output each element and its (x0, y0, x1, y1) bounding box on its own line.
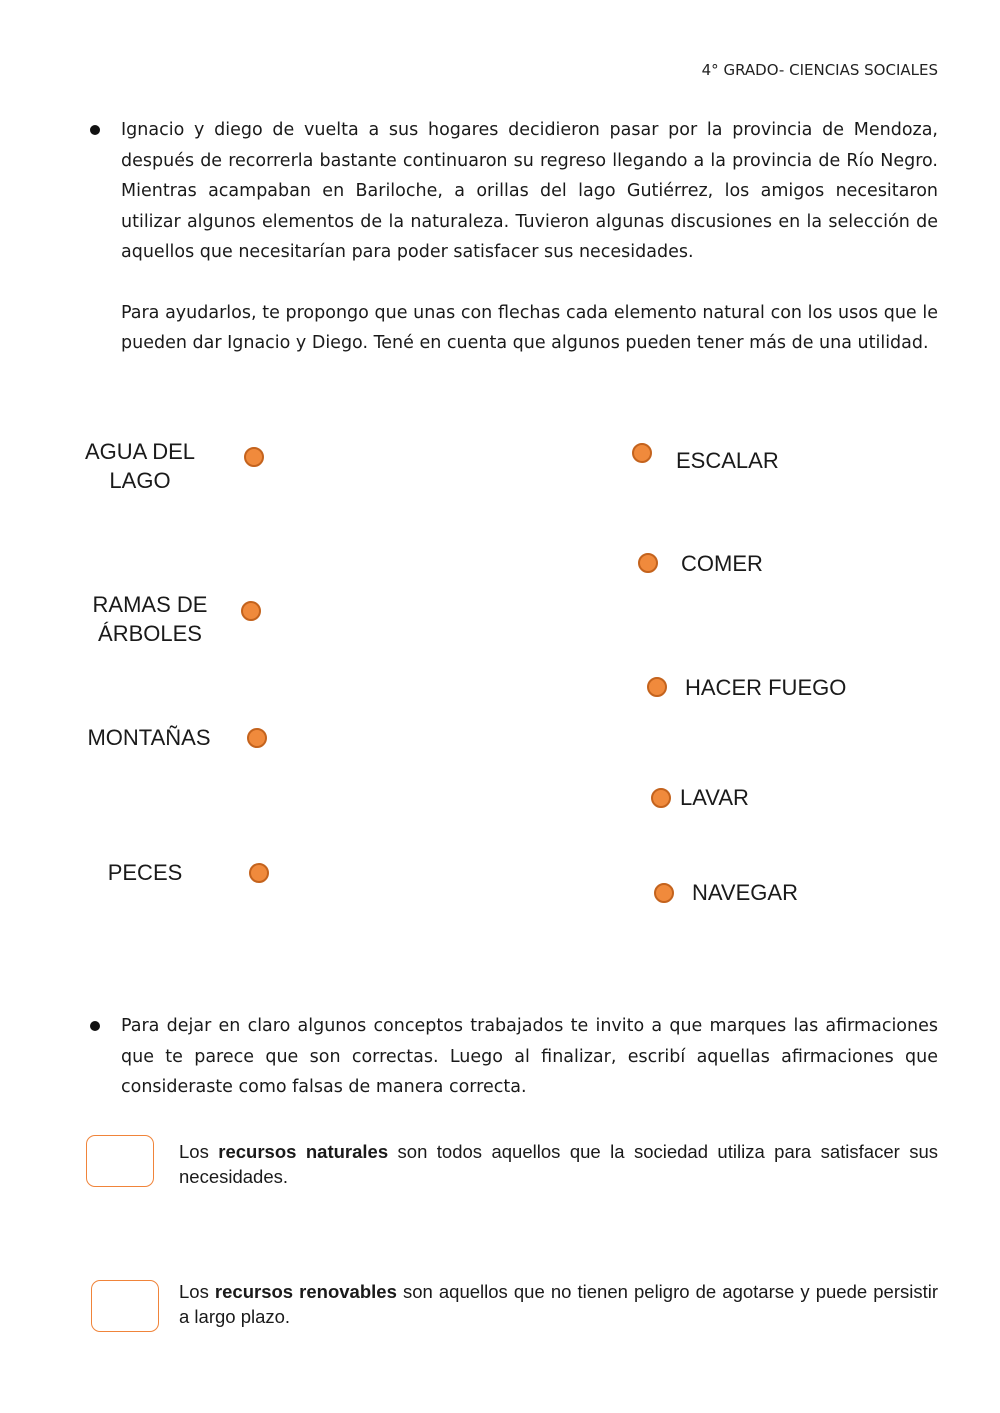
left-item-agua: AGUA DEL LAGO (84, 439, 196, 493)
intro-paragraph-2: Para ayudarlos, te propongo que unas con flechas cada elemento natural con los usos que le pueden dar Ignacio y Diego. Tené en cuenta que algunos pueden tener más de una utilidad. (121, 302, 938, 353)
right-item-lavar: LAVAR (680, 785, 749, 810)
right-item-escalar: ESCALAR (676, 448, 779, 473)
dot-right-escalar[interactable] (632, 443, 652, 463)
statement-2-term: recursos renovables (214, 1281, 397, 1302)
statement-1: Los recursos naturales son todos aquellos que la sociedad utiliza para satisfacer sus necesidades. (179, 1141, 938, 1187)
bullet-icon (90, 1021, 100, 1031)
part2-paragraph: Para dejar en claro algunos conceptos trabajados te invito a que marques las afirmaciones que te parece que son correctas. Luego al finalizar, escribí aquellas afirmaciones que consideraste como falsas de manera correcta. (121, 1016, 938, 1097)
dot-right-comer[interactable] (638, 553, 658, 573)
left-item-peces: PECES (107, 860, 183, 885)
part2-block (90, 1011, 938, 1103)
dot-right-hacer-fuego[interactable] (647, 677, 667, 697)
statement-1-term: recursos naturales (218, 1141, 389, 1162)
intro-paragraph-1: Ignacio y diego de vuelta a sus hogares decidieron pasar por la provincia de Mendoza, después de recorrerla bastante continuaron su regreso llegando a la provincia de Río Negro. Mientras acampaban en Bariloche, a orillas del lago Gutiérrez, los amigos necesitaron utilizar algunos elementos de la naturaleza. Tuvieron algunas discusiones en la selección de aquellos que necesitarían para poder satisfacer sus necesidades. (121, 120, 938, 262)
dot-right-lavar[interactable] (651, 788, 671, 808)
right-item-navegar: NAVEGAR (692, 880, 798, 905)
dot-left-agua[interactable] (244, 447, 264, 467)
intro-block (90, 115, 938, 359)
statement-2-checkbox[interactable] (91, 1280, 159, 1332)
bullet-icon (90, 125, 100, 135)
left-item-ramas: RAMAS DE ÁRBOLES (92, 592, 208, 646)
dot-left-peces[interactable] (249, 863, 269, 883)
statement-2: Los recursos renovables son aquellos que no tienen peligro de agotarse y puede persistir a largo plazo. (179, 1281, 938, 1327)
right-item-hacer-fuego: HACER FUEGO (685, 675, 847, 700)
dot-right-navegar[interactable] (654, 883, 674, 903)
page-header: 4° GRADO- CIENCIAS SOCIALES (701, 61, 938, 79)
dot-left-montanas[interactable] (247, 728, 267, 748)
right-item-comer: COMER (681, 551, 763, 576)
dot-left-ramas[interactable] (241, 601, 261, 621)
statement-1-checkbox[interactable] (86, 1135, 154, 1187)
left-item-montanas: MONTAÑAS (87, 725, 211, 750)
